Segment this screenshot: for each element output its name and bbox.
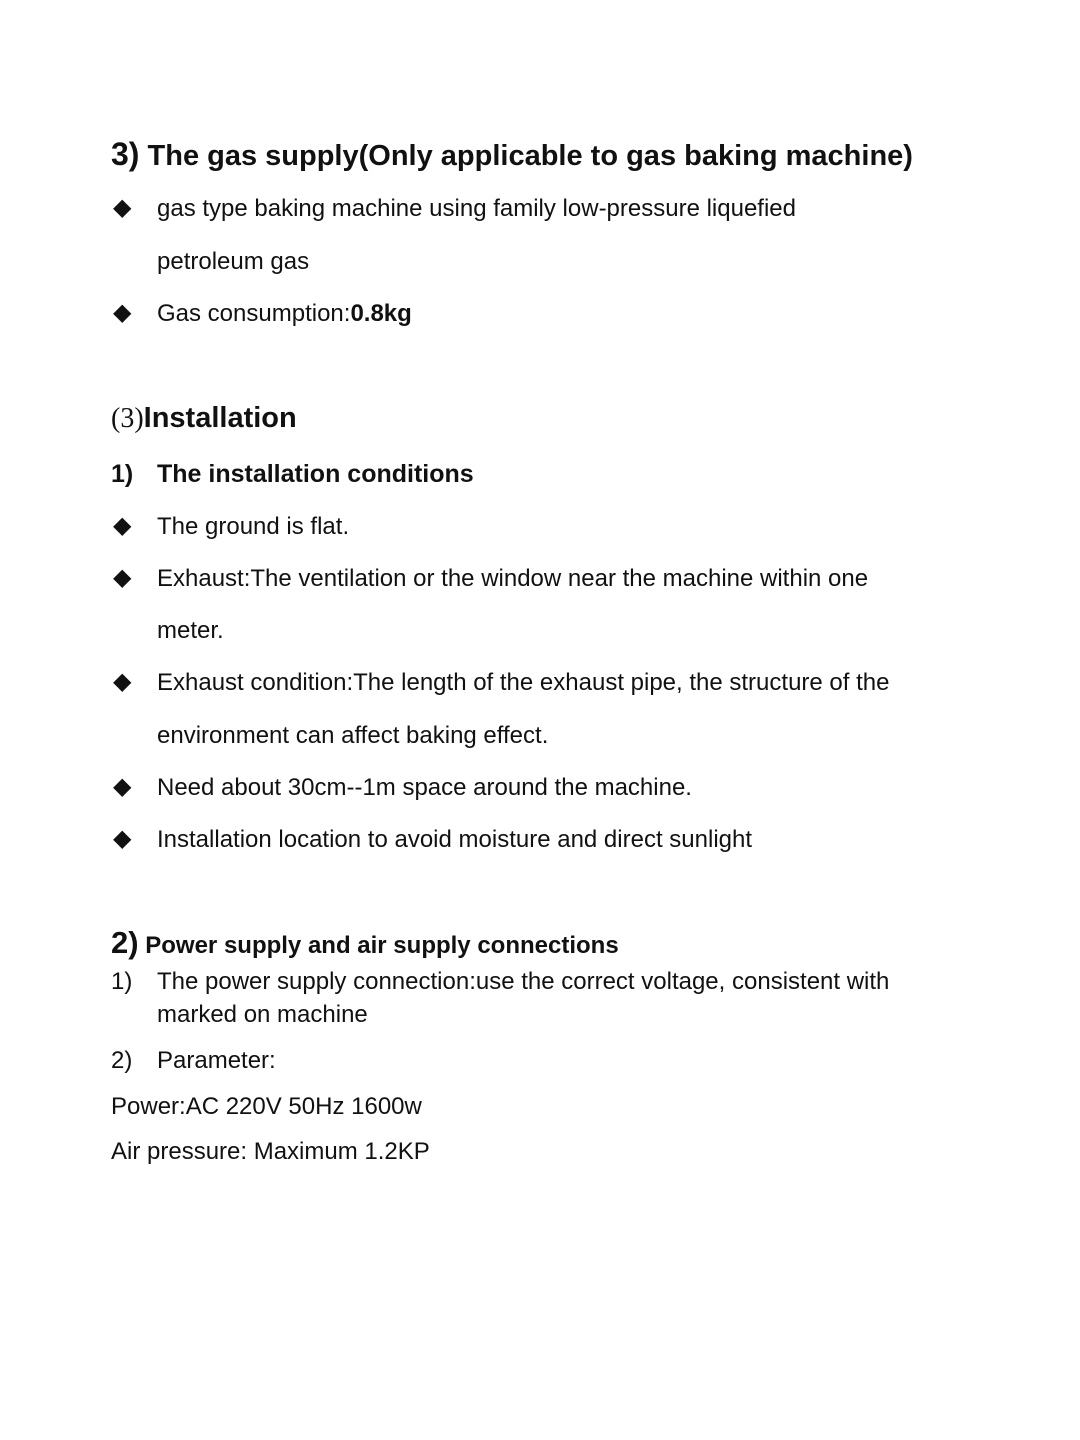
gas-consumption: [157, 300, 412, 328]
gas-supply-title: The gas supply(Only applicable to gas baking machine): [139, 140, 913, 172]
diamond-bullet-icon: [113, 775, 137, 799]
installation-number: (3): [111, 403, 144, 434]
power-item-1-line-1: The power supply connection:use the correct voltage, consistent with: [157, 968, 890, 995]
installation-heading: [111, 402, 297, 435]
power-title: Power supply and air supply connections: [138, 932, 619, 959]
diamond-bullet-icon: [113, 514, 137, 538]
install-bullet: Exhaust condition:The length of the exhaust pipe, the structure of the: [157, 669, 890, 696]
gas-supply-number: 3): [111, 136, 140, 172]
install-bullet: Need about 30cm--1m space around the machine.: [157, 774, 692, 801]
diamond-bullet-icon: [113, 301, 137, 325]
installation-title: Installation: [143, 402, 297, 434]
install-bullet-continuation: environment can affect baking effect.: [157, 722, 549, 749]
install-bullet: Installation location to avoid moisture and direct sunlight: [157, 826, 753, 853]
gas-bullet-1-line-1: gas type baking machine using family low-pressure liquefied: [157, 195, 796, 222]
diamond-bullet-icon: [113, 566, 137, 590]
diamond-bullet-icon: [113, 827, 137, 851]
installation-conditions-title: The installation conditions: [157, 460, 474, 488]
gas-bullet-1-line-2: petroleum gas: [157, 248, 310, 275]
gas-supply-heading: [111, 136, 913, 173]
air-pressure-parameter: Air pressure: Maximum 1.2KP: [111, 1138, 430, 1165]
power-number: 2): [111, 925, 139, 960]
installation-conditions-number: 1): [111, 460, 134, 488]
power-item-2-number: 2): [111, 1047, 133, 1074]
install-bullet: Exhaust:The ventilation or the window near the machine within one: [157, 565, 869, 592]
install-bullet: The ground is flat.: [157, 513, 350, 540]
gas-consumption-value: 0.8kg: [350, 300, 412, 327]
install-bullet-continuation: meter.: [157, 617, 224, 644]
gas-consumption-label: Gas consumption:: [157, 300, 351, 327]
power-heading: [111, 925, 619, 961]
power-item-1-line-2: marked on machine: [157, 1001, 368, 1028]
diamond-bullet-icon: [113, 670, 137, 694]
power-item-2-text: Parameter:: [157, 1047, 276, 1074]
diamond-bullet-icon: [113, 196, 137, 220]
power-item-1-number: 1): [111, 968, 133, 995]
power-parameter: Power:AC 220V 50Hz 1600w: [111, 1093, 422, 1120]
